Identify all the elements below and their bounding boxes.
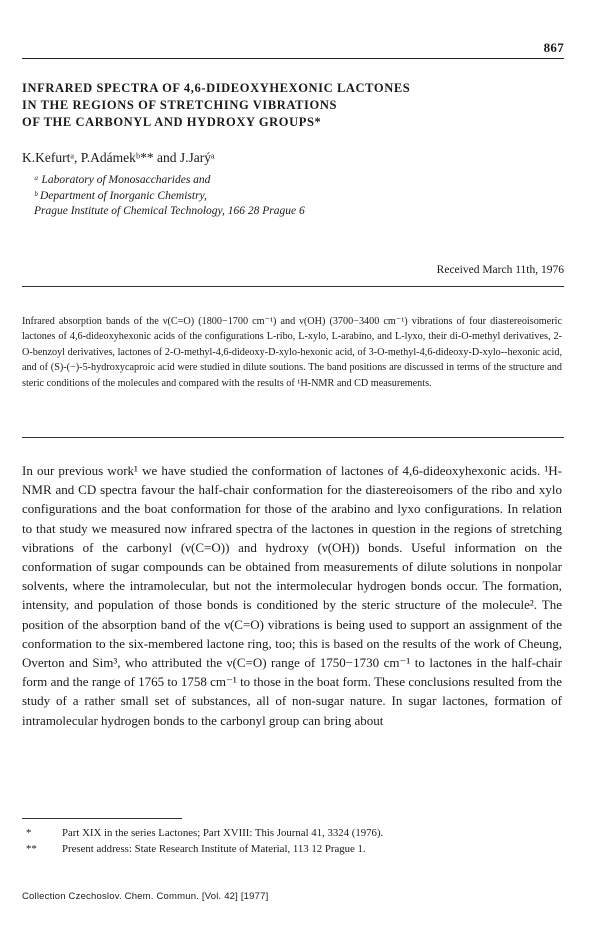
affiliations [34, 173, 305, 220]
affiliation-a: ᵃ Laboratory of Monosaccharides and [34, 174, 211, 186]
header-rule [22, 58, 564, 59]
abstract-bottom-rule [22, 437, 564, 438]
journal-footer: Collection Czechoslov. Chem. Commun. [Vol. 42] [1977] [22, 891, 269, 902]
affiliation-institute: Prague Institute of Chemical Technology, 166 28 Prague 6 [34, 205, 305, 217]
title-line-1: INFRARED SPECTRA OF 4,6-DIDEOXYHEXONIC LACTONES [22, 81, 411, 95]
affiliation-b: ᵇ Department of Inorganic Chemistry, [34, 189, 207, 202]
footnote-1-mark: * [26, 827, 32, 839]
footnote-rule [22, 818, 182, 819]
received-date: Received March 11th, 1976 [436, 264, 564, 276]
abstract-top-rule [22, 286, 564, 287]
footnote-2 [22, 841, 562, 857]
footnote-1-text: Part XIX in the series Lactones; Part XVIII: This Journal 41, 3324 (1976). [62, 827, 384, 839]
article-title [22, 80, 562, 131]
abstract: Infrared absorption bands of the ν(C=O) (1800−1700 cm⁻¹) and ν(OH) (3700−3400 cm⁻¹) vibrations of four diastereoisomeric lactones of 4,6-dideoxyhexonic acids of the configurations L-ribo, L-xylo, L-arabino, and L-lyxo, their di-O-methyl derivatives, 2-O-benzoyl derivatives, lactones of 2-O-methyl-4,6-dideoxy-D-xylo-hexonic acid, of 3-O-methyl-4,6-dideoxy-D-xylo--hexonic acid, and of (S)-(−)-5-hydroxycaproic acid were studied in dilute soutions. The band positions are discussed in terms of the structure and steric conditions of the molecules and compared with the results of ¹H-NMR and CD measurements. [22, 316, 562, 389]
footnote-1 [22, 825, 562, 841]
page-number: 867 [543, 40, 564, 55]
body-text [22, 461, 562, 730]
title-line-2: IN THE REGIONS OF STRETCHING VIBRATIONS [22, 98, 338, 112]
footnotes [22, 825, 562, 857]
body-paragraph: In our previous work¹ we have studied the conformation of lactones of 4,6-dideoxyhexonic acids. ¹H-NMR and CD spectra favour the half-chair conformation for the diastereoisomers of the ribo and xylo configurations and the boat conformation for those of the arabino and lyxo configurations. In relation to that study we measured now infrared spectra of the lactones in question in the regions of stretching vibrations of the carbonyl (ν(C=O)) and hydroxy (ν(OH)) bonds. Useful information on the conformation of sugar compounds can be obtained from measurements of dilute solutions in nonpolar solvents, where the intramolecular, but not the intermolecular hydrogen bonds occur. The formation, intensity, and population of those bonds is conditioned by the steric structure of the molecule². The position of the absorption band of the ν(C=O) vibrations is being used to support an assignment of the conformation to the six-membered lactone ring, too; this is based on the results of the work of Cheung, Overton and Sim³, who attributed the ν(C=O) range of 1750−1730 cm⁻¹ to lactones in the half-chair form and the range of 1765 to 1758 cm⁻¹ to those in the boat form. These conclusions resulted from the study of a rather small set of substances, all of non-sugar nature. In sugar lactones, formation of intramolecular hydrogen bonds to the carbonyl group can bring about [22, 463, 562, 728]
author-list: K.Kefurtᵃ, P.Adámekᵇ** and J.Jarýᵃ [22, 150, 215, 165]
title-line-3: OF THE CARBONYL AND HYDROXY GROUPS* [22, 115, 322, 129]
footnote-2-mark: ** [26, 843, 37, 855]
footnote-2-text: Present address: State Research Institute of Material, 113 12 Prague 1. [62, 843, 366, 855]
